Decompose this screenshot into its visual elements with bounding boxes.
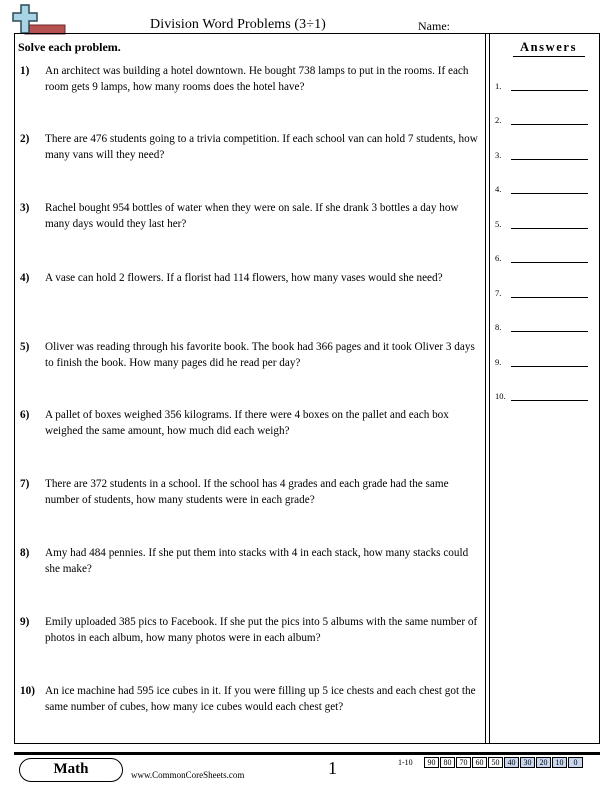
answer-blank[interactable] (511, 366, 588, 367)
score-cell: 90 (424, 757, 439, 768)
answer-line-9[interactable] (495, 357, 595, 371)
frame-right-border (599, 33, 600, 743)
answer-blank[interactable] (511, 297, 588, 298)
answer-number: 2. (495, 115, 502, 125)
answer-line-4[interactable] (495, 184, 595, 198)
subject-badge: Math (19, 758, 123, 782)
answer-blank[interactable] (511, 400, 588, 401)
answer-blank[interactable] (511, 331, 588, 332)
answer-number: 5. (495, 219, 502, 229)
problem-number: 9) (20, 616, 30, 628)
answer-line-3[interactable] (495, 150, 595, 164)
website-link[interactable]: www.CommonCoreSheets.com (131, 770, 245, 780)
answer-line-8[interactable] (495, 322, 595, 336)
answer-line-6[interactable] (495, 253, 595, 267)
column-divider (485, 33, 486, 743)
answer-number: 7. (495, 288, 502, 298)
score-range-label: 1-10 (398, 758, 413, 767)
problem-text: There are 476 students going to a trivia competition. If each school van can hold 7 students, how many vans will they need? (45, 133, 478, 161)
problem-number: 5) (20, 341, 30, 353)
column-divider (489, 33, 490, 743)
instructions: Solve each problem. (18, 40, 121, 54)
answer-number: 4. (495, 184, 502, 194)
problem-number: 3) (20, 202, 30, 214)
answer-blank[interactable] (511, 228, 588, 229)
problem-text: A pallet of boxes weighed 356 kilograms. If there were 4 boxes on the pallet and each box weighed the same amount, how much did each weigh? (45, 409, 449, 437)
score-cell: 70 (456, 757, 471, 768)
plus-cross-logo-icon (12, 3, 68, 37)
score-cell: 40 (504, 757, 519, 768)
answer-number: 9. (495, 357, 502, 367)
problem-text: An architect was building a hotel downtown. He bought 738 lamps to put in the rooms. If each room gets 9 lamps, how many rooms does the hotel have? (45, 65, 469, 93)
answer-line-5[interactable] (495, 219, 595, 233)
footer-rule (14, 752, 600, 755)
problem-number: 8) (20, 547, 30, 559)
problem-number: 6) (20, 409, 30, 421)
page-number: 1 (328, 758, 337, 778)
score-cell: 60 (472, 757, 487, 768)
answer-line-7[interactable] (495, 288, 595, 302)
problem-number: 4) (20, 272, 30, 284)
answer-line-1[interactable] (495, 81, 595, 95)
answer-blank[interactable] (511, 262, 588, 263)
answer-number: 6. (495, 253, 502, 263)
answer-blank[interactable] (511, 159, 588, 160)
problem-text: There are 372 students in a school. If the school has 4 grades and each grade had the same number of students, how many students were in each grade? (45, 478, 449, 506)
problem-text: A vase can hold 2 flowers. If a florist had 114 flowers, how many vases would she need? (45, 272, 443, 284)
answer-number: 1. (495, 81, 502, 91)
header-rule (14, 33, 600, 34)
problem-text: Emily uploaded 385 pics to Facebook. If she put the pics into 5 albums with the same number of photos in each album, how many photos were in each album? (45, 616, 478, 644)
problem-text: Rachel bought 954 bottles of water when they were on sale. If she drank 3 bottles a day how many days would they last her? (45, 202, 459, 230)
score-cell: 80 (440, 757, 455, 768)
frame-bottom-border (14, 743, 600, 744)
score-cell: 10 (552, 757, 567, 768)
problem-number: 1) (20, 65, 30, 77)
score-cell: 20 (536, 757, 551, 768)
score-cell: 0 (568, 757, 583, 768)
problem-number: 7) (20, 478, 30, 490)
score-cell: 30 (520, 757, 535, 768)
answer-number: 3. (495, 150, 502, 160)
answer-line-10[interactable] (495, 391, 595, 405)
answer-line-2[interactable] (495, 115, 595, 129)
answer-number: 10. (495, 391, 506, 401)
problem-text: Amy had 484 pennies. If she put them into stacks with 4 in each stack, how many stacks could she make? (45, 547, 469, 575)
problem-number: 2) (20, 133, 30, 145)
answers-heading: Answers (520, 40, 578, 54)
answer-blank[interactable] (511, 124, 588, 125)
answers-heading-underline (513, 56, 585, 57)
problem-text: An ice machine had 595 ice cubes in it. If you were filling up 5 ice chests and each chest got the same number of cubes, how many ice cubes would each chest get? (45, 685, 476, 713)
frame-left-border (14, 33, 15, 743)
score-cell: 50 (488, 757, 503, 768)
answer-number: 8. (495, 322, 502, 332)
answer-blank[interactable] (511, 193, 588, 194)
problem-number: 10) (20, 685, 35, 697)
problem-text: Oliver was reading through his favorite book. The book had 366 pages and it took Oliver 3 days to finish the book. How many pages did he read per day? (45, 341, 475, 369)
answer-blank[interactable] (511, 90, 588, 91)
worksheet-title: Division Word Problems (3÷1) (150, 17, 326, 32)
name-label: Name: (418, 19, 450, 33)
